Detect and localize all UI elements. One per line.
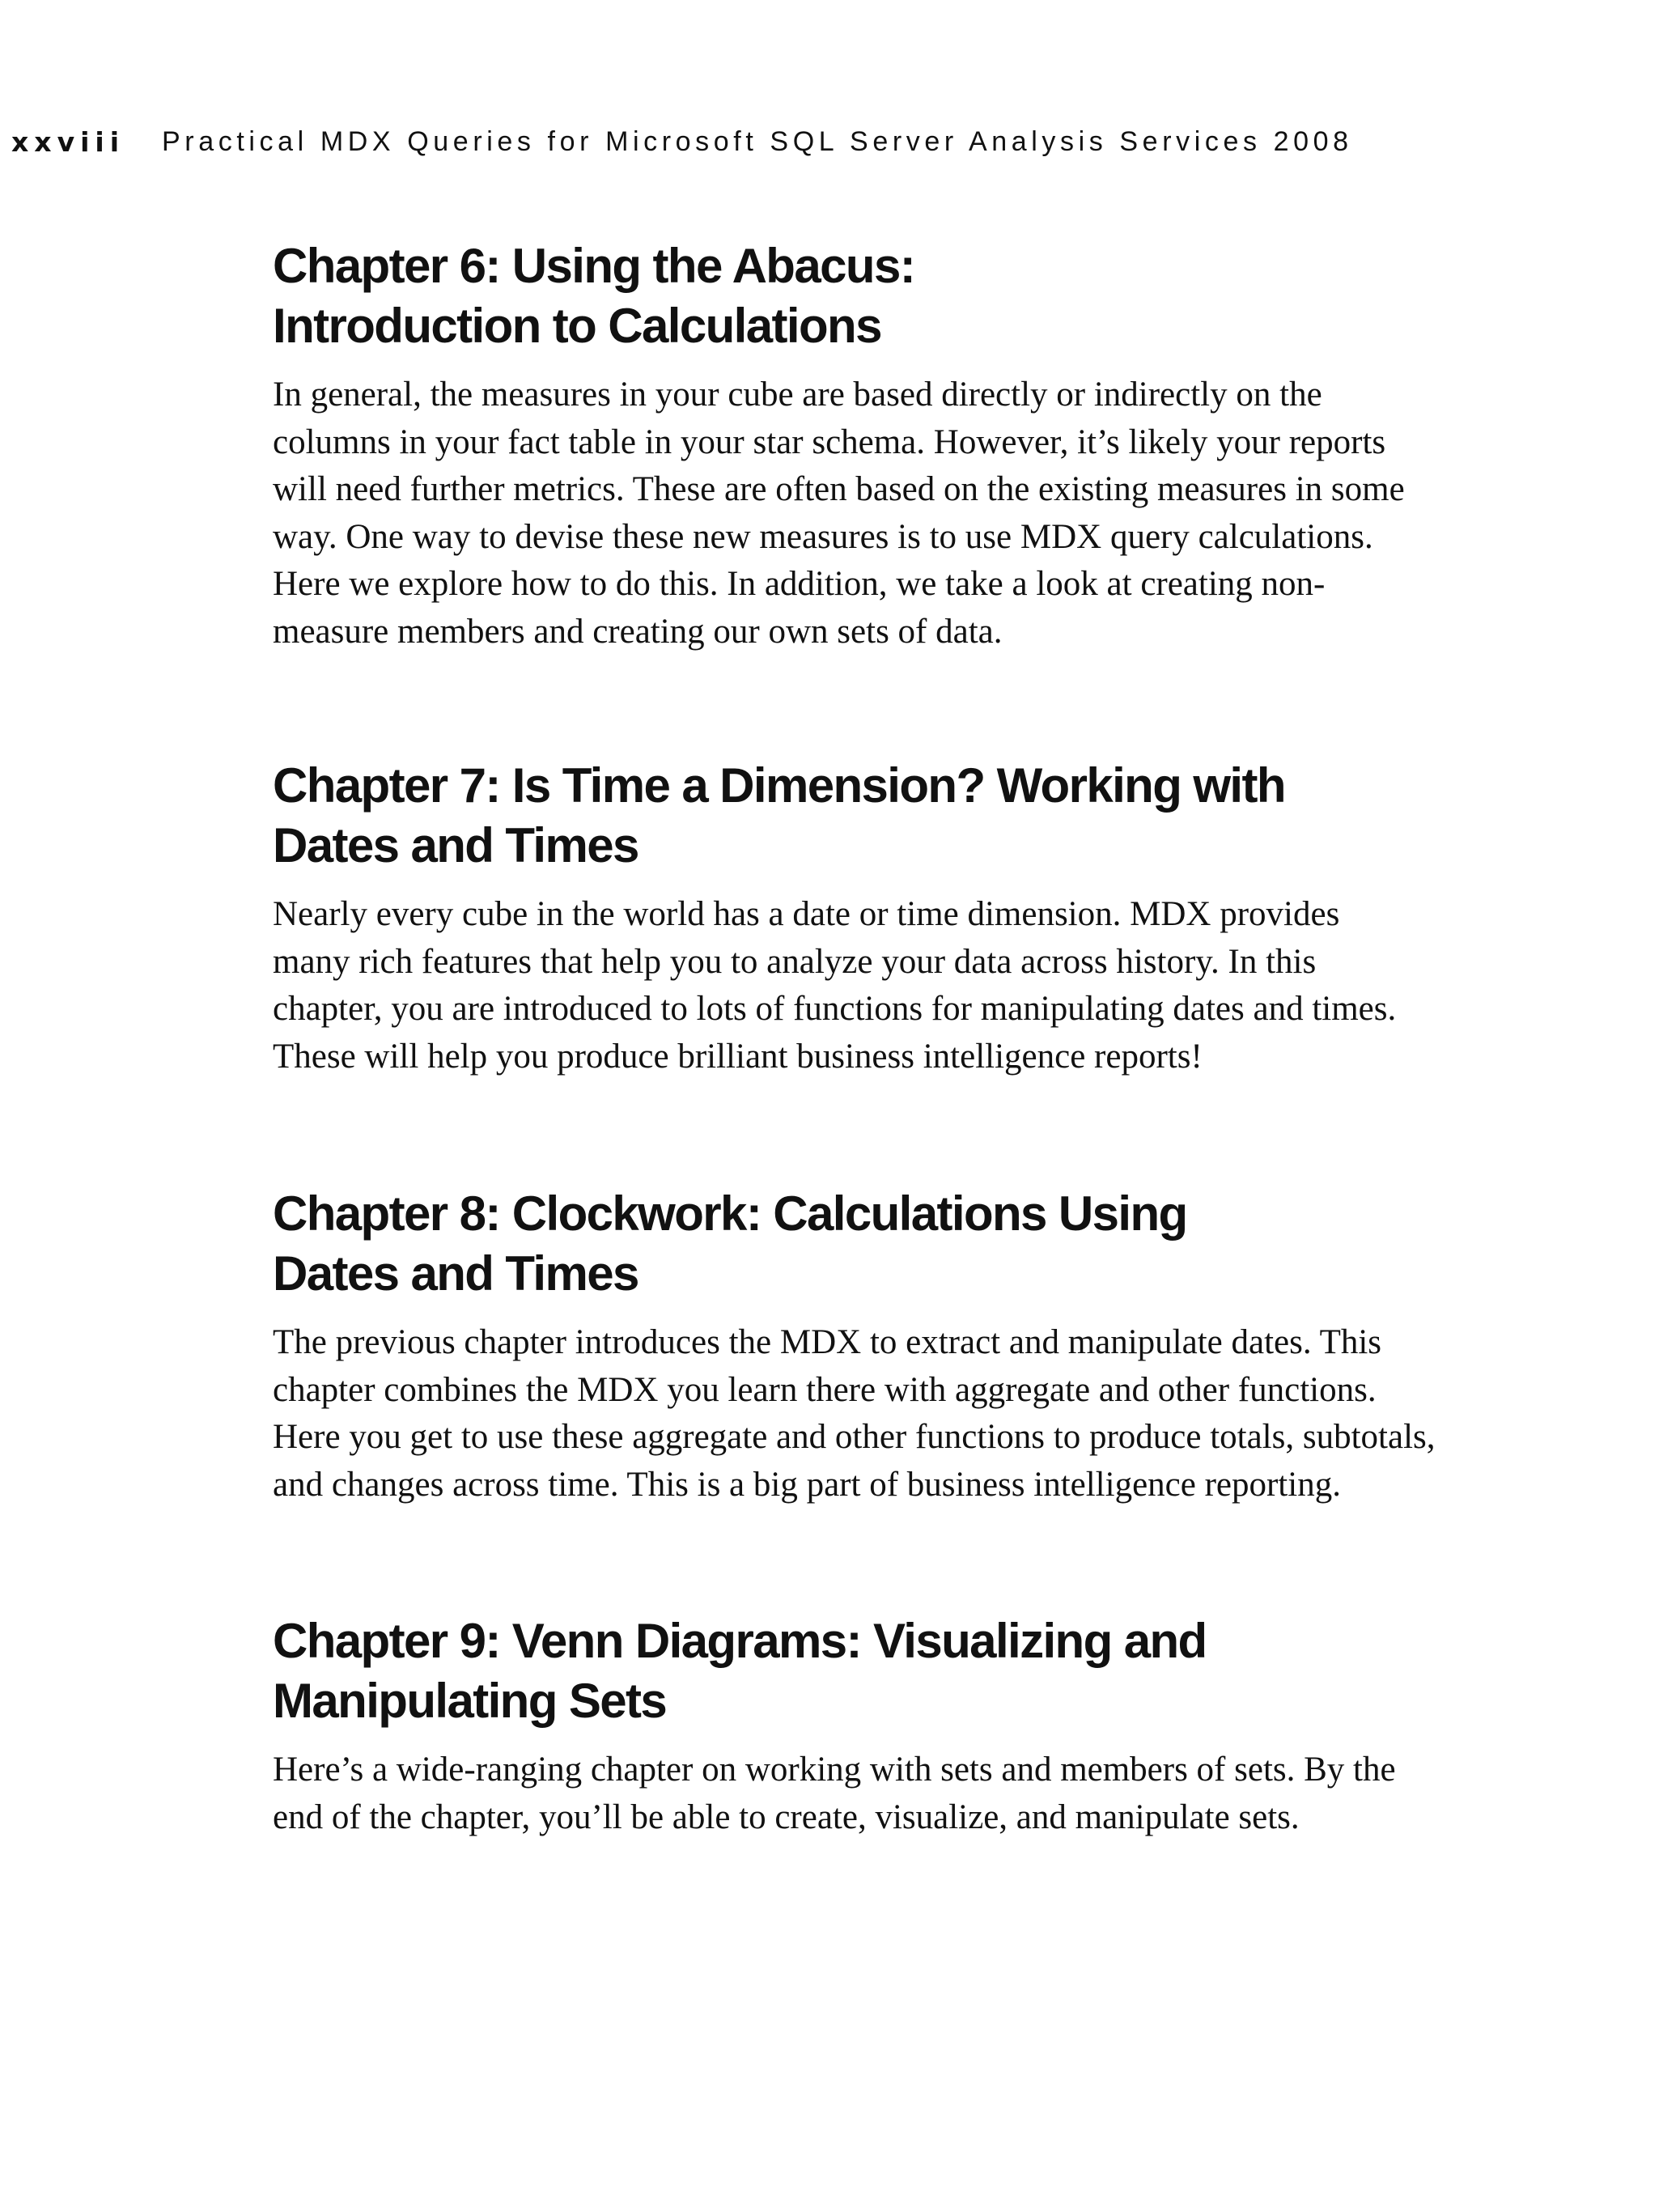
book-title: Practical MDX Queries for Microsoft SQL Server Analysis Services 2008 xyxy=(162,125,1353,157)
chapter-heading xyxy=(273,236,1608,356)
running-header xyxy=(11,121,1353,162)
chapter-heading xyxy=(273,1611,1608,1731)
chapter-heading xyxy=(273,756,1608,876)
heading-line: Dates and Times xyxy=(273,1246,638,1301)
body-line: way. One way to devise these new measures is to use MDX query calculations. xyxy=(273,517,1373,556)
body-line: Nearly every cube in the world has a date or time dimension. MDX provides xyxy=(273,895,1340,933)
heading-line: Chapter 8: Clockwork: Calculations Using xyxy=(273,1186,1187,1241)
body-line: In general, the measures in your cube are based directly or indirectly on the xyxy=(273,376,1322,414)
body-line: Here you get to use these aggregate and other functions to produce totals, subtotals, xyxy=(273,1418,1436,1457)
body-line: and changes across time. This is a big part of business intelligence reporting. xyxy=(273,1465,1341,1504)
body-line: will need further metrics. These are often based on the existing measures in some xyxy=(273,470,1405,509)
page-number: xxviii xyxy=(11,125,125,158)
body-line: These will help you produce brilliant business intelligence reports! xyxy=(273,1037,1203,1076)
heading-line: Introduction to Calculations xyxy=(273,299,881,353)
chapter-9-section xyxy=(273,1611,1608,1841)
body-line: end of the chapter, you’ll be able to create, visualize, and manipulate sets. xyxy=(273,1797,1300,1836)
chapter-summary xyxy=(273,1319,1608,1509)
heading-line: Chapter 7: Is Time a Dimension? Working with xyxy=(273,758,1285,813)
heading-line: Chapter 6: Using the Abacus: xyxy=(273,239,915,293)
body-line: measure members and creating our own sets of data. xyxy=(273,612,1003,651)
body-line: chapter combines the MDX you learn there with aggregate and other functions. xyxy=(273,1370,1377,1409)
heading-line: Manipulating Sets xyxy=(273,1674,667,1728)
chapter-6-section xyxy=(273,236,1608,656)
heading-line: Chapter 9: Venn Diagrams: Visualizing and xyxy=(273,1614,1207,1668)
body-line: chapter, you are introduced to lots of functions for manipulating dates and times. xyxy=(273,990,1397,1029)
chapter-summary xyxy=(273,891,1608,1080)
chapter-8-section xyxy=(273,1184,1608,1509)
chapter-7-section xyxy=(273,756,1608,1080)
body-line: Here’s a wide-ranging chapter on working with sets and members of sets. By the xyxy=(273,1751,1396,1789)
body-line: The previous chapter introduces the MDX to extract and manipulate dates. This xyxy=(273,1323,1382,1361)
body-line: Here we explore how to do this. In addition, we take a look at creating non- xyxy=(273,565,1326,604)
heading-line: Dates and Times xyxy=(273,818,638,872)
chapter-heading xyxy=(273,1184,1608,1304)
chapter-summary xyxy=(273,371,1608,656)
body-line: columns in your fact table in your star schema. However, it’s likely your reports xyxy=(273,422,1386,461)
chapter-summary xyxy=(273,1746,1608,1841)
body-line: many rich features that help you to analyze your data across history. In this xyxy=(273,942,1317,981)
